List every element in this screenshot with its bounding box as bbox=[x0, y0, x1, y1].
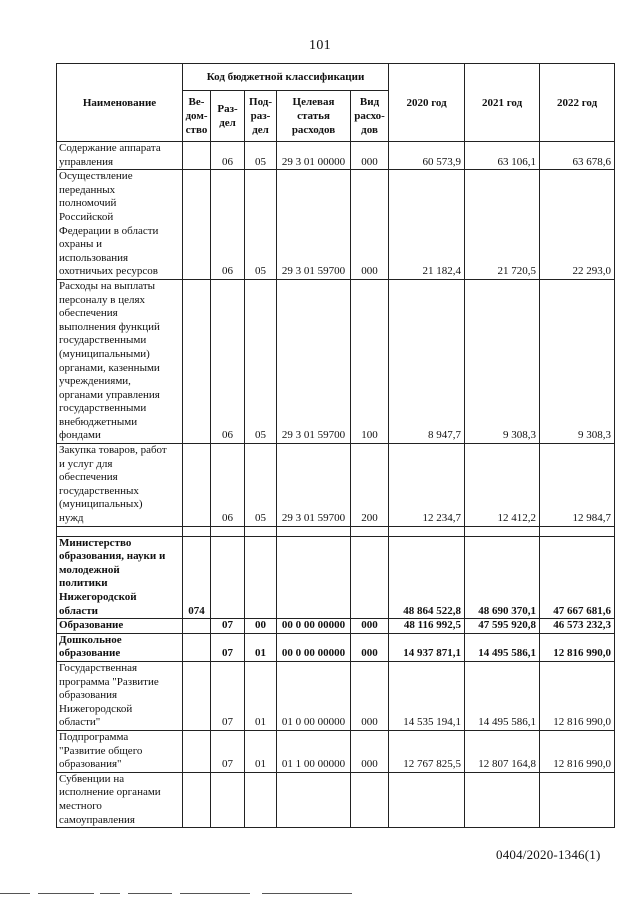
header-target: Целевая статья расходов bbox=[277, 91, 351, 142]
row-vedomstvo bbox=[183, 142, 211, 170]
row-podrazdel: 05 bbox=[245, 279, 277, 443]
header-podrazdel: Под- раз- дел bbox=[245, 91, 277, 142]
row-vedomstvo bbox=[183, 170, 211, 280]
row-target bbox=[277, 772, 351, 827]
row-vid: 000 bbox=[351, 142, 389, 170]
row-vid bbox=[351, 536, 389, 619]
row-vedomstvo bbox=[183, 730, 211, 772]
row-2021: 9 308,3 bbox=[465, 279, 540, 443]
row-vid: 000 bbox=[351, 730, 389, 772]
row-2020: 48 864 522,8 bbox=[389, 536, 465, 619]
header-2022: 2022 год bbox=[540, 64, 615, 142]
row-target bbox=[277, 536, 351, 619]
row-2021: 12 807 164,8 bbox=[465, 730, 540, 772]
row-2021: 14 495 586,1 bbox=[465, 661, 540, 730]
header-name: Наименование bbox=[57, 64, 183, 142]
row-vedomstvo bbox=[183, 772, 211, 827]
row-2020: 48 116 992,5 bbox=[389, 619, 465, 634]
row-target: 29 3 01 59700 bbox=[277, 444, 351, 527]
row-2021: 12 412,2 bbox=[465, 444, 540, 527]
row-podrazdel: 05 bbox=[245, 142, 277, 170]
row-podrazdel: 00 bbox=[245, 619, 277, 634]
row-target: 29 3 01 00000 bbox=[277, 142, 351, 170]
row-name: Расходы на выплаты персоналу в целях обеспечения выполнения функций государственными (муниципальными) органами, казенными учреждениями, органами управления государственными внебюджетными фондами bbox=[57, 279, 183, 443]
header-2020: 2020 год bbox=[389, 64, 465, 142]
header-vid: Вид расхо- дов bbox=[351, 91, 389, 142]
row-razdel: 06 bbox=[211, 444, 245, 527]
page-number: 101 bbox=[309, 38, 331, 53]
header-code-group: Код бюджетной классификации bbox=[183, 64, 389, 91]
row-razdel: 07 bbox=[211, 661, 245, 730]
row-name: Субвенции на исполнение органами местного самоуправления bbox=[57, 772, 183, 827]
row-2022: 12 984,7 bbox=[540, 444, 615, 527]
row-target: 29 3 01 59700 bbox=[277, 170, 351, 280]
row-2022: 9 308,3 bbox=[540, 279, 615, 443]
row-2020: 12 767 825,5 bbox=[389, 730, 465, 772]
row-vid: 000 bbox=[351, 633, 389, 661]
row-2020: 60 573,9 bbox=[389, 142, 465, 170]
table-row bbox=[57, 279, 615, 443]
row-razdel: 07 bbox=[211, 633, 245, 661]
row-name: Закупка товаров, работ и услуг для обеспечения государственных (муниципальных) нужд bbox=[57, 444, 183, 527]
table-row bbox=[57, 661, 615, 730]
row-podrazdel: 01 bbox=[245, 730, 277, 772]
row-vedomstvo bbox=[183, 661, 211, 730]
row-name: Подпрограмма "Развитие общего образования" bbox=[57, 730, 183, 772]
row-name: Дошкольное образование bbox=[57, 633, 183, 661]
row-razdel bbox=[211, 772, 245, 827]
table-row bbox=[57, 772, 615, 827]
row-name: Содержание аппарата управления bbox=[57, 142, 183, 170]
row-2022: 47 667 681,6 bbox=[540, 536, 615, 619]
row-2021: 21 720,5 bbox=[465, 170, 540, 280]
row-2021 bbox=[465, 772, 540, 827]
row-podrazdel: 01 bbox=[245, 633, 277, 661]
row-2020: 8 947,7 bbox=[389, 279, 465, 443]
row-name: Министерство образования, науки и молодежной политики Нижегородской области bbox=[57, 536, 183, 619]
row-name: Образование bbox=[57, 619, 183, 634]
row-2022: 12 816 990,0 bbox=[540, 661, 615, 730]
row-vedomstvo: 074 bbox=[183, 536, 211, 619]
row-2022: 12 816 990,0 bbox=[540, 633, 615, 661]
row-vid bbox=[351, 772, 389, 827]
row-2021: 63 106,1 bbox=[465, 142, 540, 170]
row-vedomstvo bbox=[183, 279, 211, 443]
table-row bbox=[57, 619, 615, 634]
row-razdel: 07 bbox=[211, 730, 245, 772]
table-row bbox=[57, 730, 615, 772]
row-razdel: 06 bbox=[211, 279, 245, 443]
header-vedomstvo: Ве- дом- ство bbox=[183, 91, 211, 142]
row-podrazdel bbox=[245, 536, 277, 619]
row-2022: 22 293,0 bbox=[540, 170, 615, 280]
row-target: 01 0 00 00000 bbox=[277, 661, 351, 730]
row-2022 bbox=[540, 772, 615, 827]
table-row bbox=[57, 142, 615, 170]
table-row bbox=[57, 536, 615, 619]
row-2021: 48 690 370,1 bbox=[465, 536, 540, 619]
budget-classification-table bbox=[56, 63, 615, 828]
row-2020: 14 937 871,1 bbox=[389, 633, 465, 661]
row-2022: 12 816 990,0 bbox=[540, 730, 615, 772]
row-razdel: 06 bbox=[211, 142, 245, 170]
row-2020 bbox=[389, 772, 465, 827]
document-code: 0404/2020-1346(1) bbox=[496, 847, 601, 862]
row-podrazdel: 05 bbox=[245, 170, 277, 280]
row-vedomstvo bbox=[183, 619, 211, 634]
row-target: 00 0 00 00000 bbox=[277, 633, 351, 661]
row-vid: 200 bbox=[351, 444, 389, 527]
row-razdel bbox=[211, 536, 245, 619]
row-podrazdel: 05 bbox=[245, 444, 277, 527]
footer-rule bbox=[0, 893, 640, 897]
row-target: 01 1 00 00000 bbox=[277, 730, 351, 772]
row-vid: 000 bbox=[351, 619, 389, 634]
row-vedomstvo bbox=[183, 633, 211, 661]
row-2022: 46 573 232,3 bbox=[540, 619, 615, 634]
row-2020: 14 535 194,1 bbox=[389, 661, 465, 730]
row-vedomstvo bbox=[183, 444, 211, 527]
header-2021: 2021 год bbox=[465, 64, 540, 142]
row-name: Государственная программа "Развитие образования Нижегородской области" bbox=[57, 661, 183, 730]
table-spacer-row bbox=[57, 526, 615, 536]
table-row bbox=[57, 444, 615, 527]
row-target: 00 0 00 00000 bbox=[277, 619, 351, 634]
row-vid: 000 bbox=[351, 170, 389, 280]
row-target: 29 3 01 59700 bbox=[277, 279, 351, 443]
row-vid: 000 bbox=[351, 661, 389, 730]
row-razdel: 06 bbox=[211, 170, 245, 280]
row-2021: 47 595 920,8 bbox=[465, 619, 540, 634]
row-2021: 14 495 586,1 bbox=[465, 633, 540, 661]
row-razdel: 07 bbox=[211, 619, 245, 634]
row-2022: 63 678,6 bbox=[540, 142, 615, 170]
row-podrazdel bbox=[245, 772, 277, 827]
table-row bbox=[57, 170, 615, 280]
row-2020: 21 182,4 bbox=[389, 170, 465, 280]
header-razdel: Раз- дел bbox=[211, 91, 245, 142]
row-vid: 100 bbox=[351, 279, 389, 443]
table-row bbox=[57, 633, 615, 661]
row-podrazdel: 01 bbox=[245, 661, 277, 730]
row-name: Осуществление переданных полномочий Российской Федерации в области охраны и использования охотничьих ресурсов bbox=[57, 170, 183, 280]
table-body bbox=[57, 142, 615, 828]
row-2020: 12 234,7 bbox=[389, 444, 465, 527]
